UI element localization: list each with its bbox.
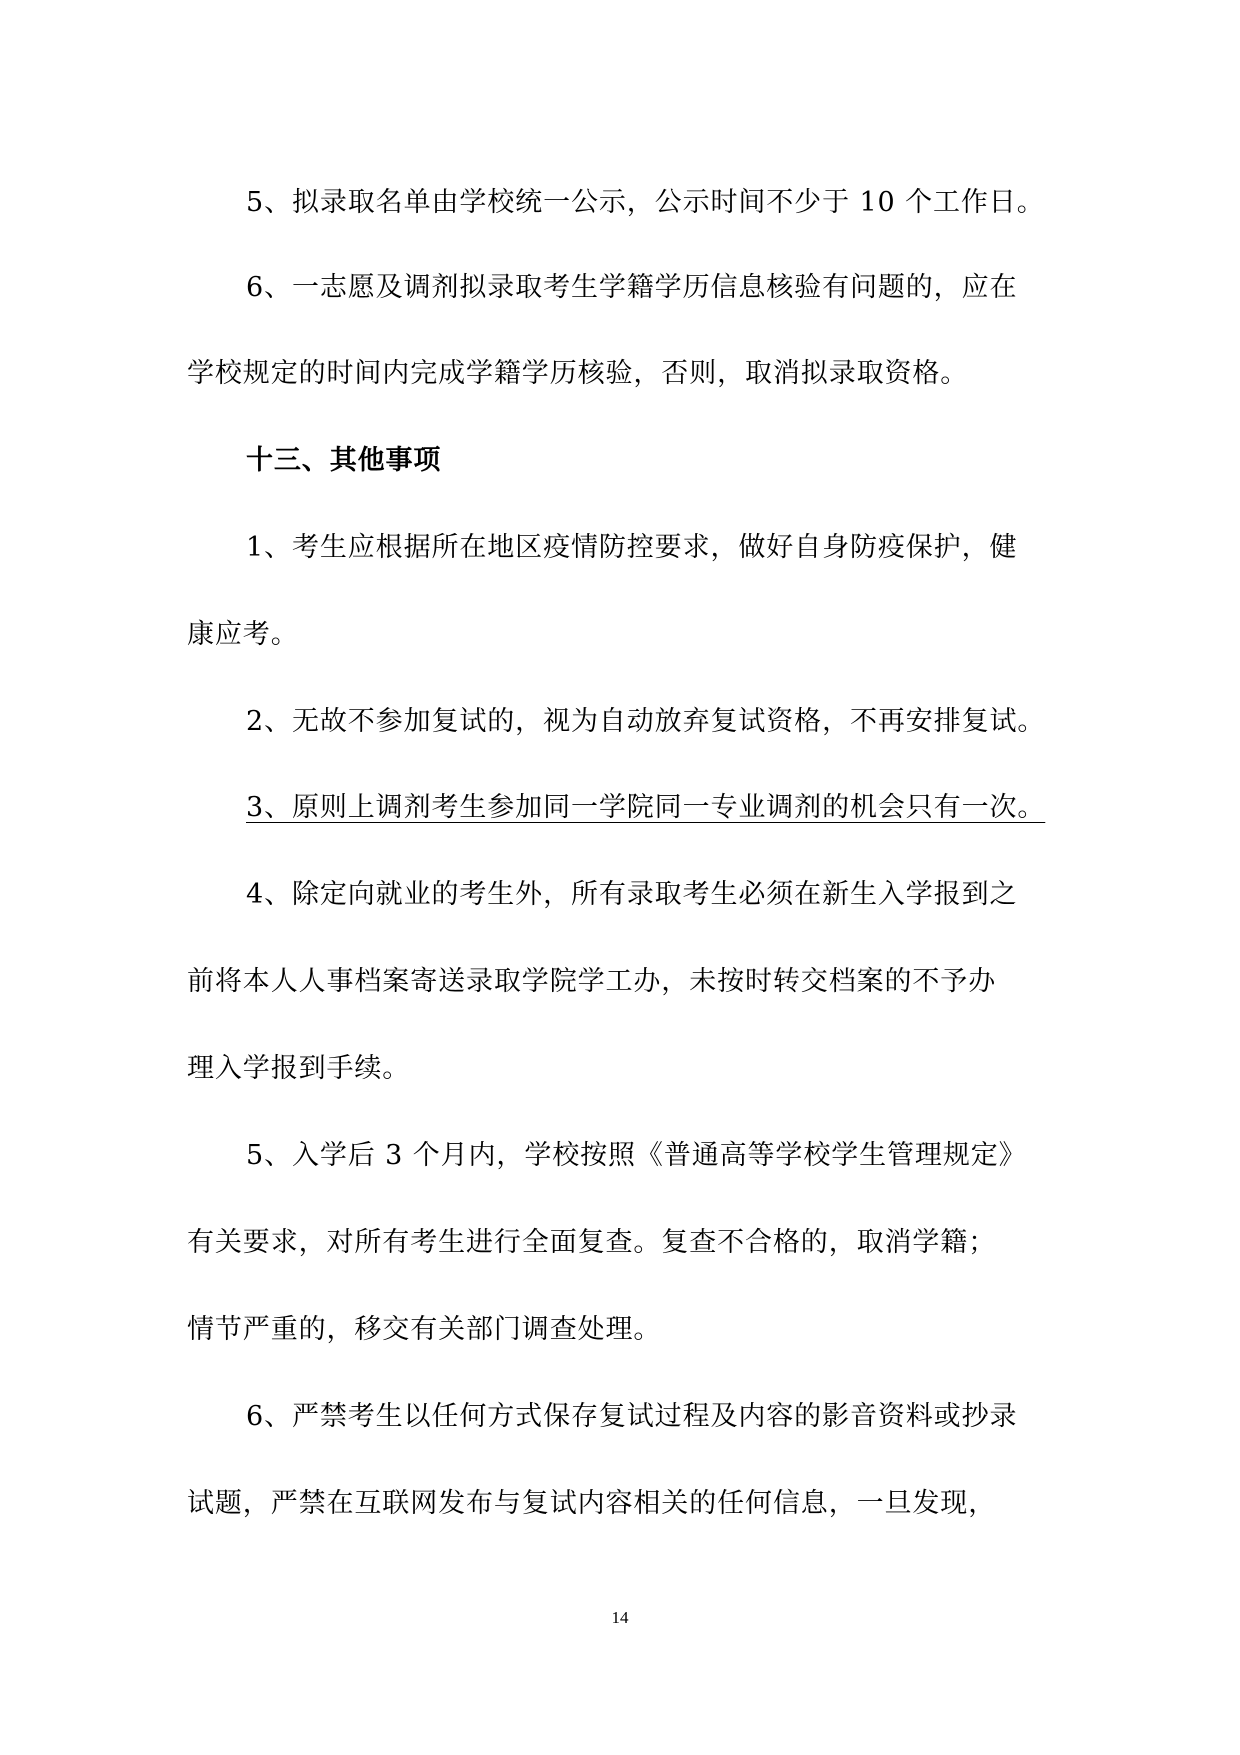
item-2-absence-line: 2、无故不参加复试的，视为自动放弃复试资格，不再安排复试。: [246, 706, 1046, 737]
item-4-archive-line-1: 4、除定向就业的考生外，所有录取考生必须在新生入学报到之: [246, 879, 1018, 910]
item-5-recheck-line-1: 5、入学后 3 个月内，学校按照《普通高等学校学生管理规定》: [246, 1140, 1027, 1171]
item-1-epidemic-line-1: 1、考生应根据所在地区疫情防控要求，做好自身防疫保护，健: [246, 532, 1018, 563]
item-4-archive-line-3: 理入学报到手续。: [187, 1053, 411, 1084]
section-heading-other-matters: 十三、其他事项: [246, 445, 442, 476]
item-3-adjustment-line: 3、原则上调剂考生参加同一学院同一专业调剂的机会只有一次。: [246, 792, 1046, 823]
item-4-archive-line-2: 前将本人人事档案寄送录取学院学工办，未按时转交档案的不予办: [187, 966, 997, 997]
item-5-recheck-line-3: 情节严重的，移交有关部门调查处理。: [187, 1314, 662, 1345]
item-6-prohibition-line-2: 试题，严禁在互联网发布与复试内容相关的任何信息，一旦发现，: [187, 1488, 997, 1519]
item-6-verification-line-1: 6、一志愿及调剂拟录取考生学籍学历信息核验有问题的，应在: [246, 272, 1018, 303]
item-6-prohibition-line-1: 6、严禁考生以任何方式保存复试过程及内容的影音资料或抄录: [246, 1401, 1018, 1432]
item-5-recheck-line-2: 有关要求，对所有考生进行全面复查。复查不合格的，取消学籍；: [187, 1227, 997, 1258]
page-number: 14: [611, 1608, 629, 1627]
item-1-epidemic-line-2: 康应考。: [187, 619, 299, 650]
item-6-verification-line-2: 学校规定的时间内完成学籍学历核验，否则，取消拟录取资格。: [187, 358, 969, 389]
item-5-publicity-line: 5、拟录取名单由学校统一公示，公示时间不少于 10 个工作日。: [246, 187, 1045, 218]
